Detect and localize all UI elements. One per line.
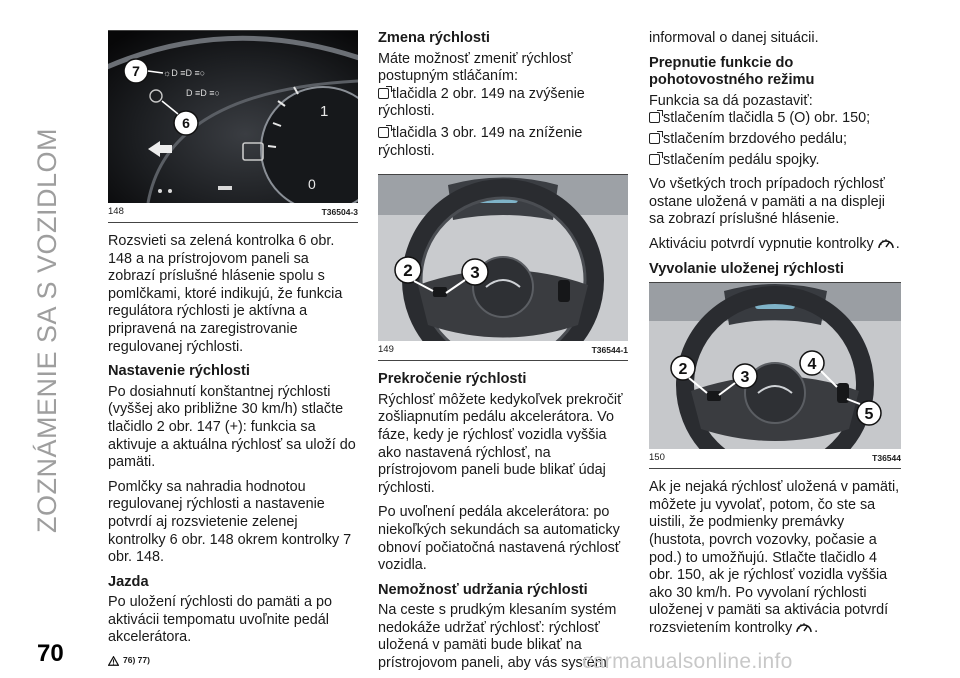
warning-note: 76) 77)	[108, 652, 358, 670]
paragraph: Na ceste s prudkým klesaním systém nedokáže udržať rýchlosť: rýchlosť uložená v pamäti bude blikať na prístrojovom paneli, aby vás systém	[378, 602, 617, 672]
callout-6: 6	[182, 115, 190, 131]
column-3	[649, 30, 901, 644]
list-item: tlačidla 3 obr. 149 na zníženie rýchlosti.	[378, 124, 583, 159]
paragraph: Po uvoľnení pedála akcelerátora: po niekoľkých sekundách sa automaticky obnoví počiatočná nastavená rýchlosť vozidla.	[378, 504, 621, 574]
svg-text:☼D ≡D ≡○: ☼D ≡D ≡○	[163, 68, 206, 78]
paragraph: Aktiváciu potvrdí vypnutie kontrolky .	[649, 235, 900, 252]
paragraph: Vo všetkých troch prípadoch rýchlosť ostane uložená v pamäti a na displeji sa zobrazí príslušné hlásenie.	[649, 176, 885, 228]
column-1	[108, 30, 358, 670]
side-section-title: ZOZNÁMENIE SA S VOZIDLOM	[32, 127, 63, 533]
callout-2: 2	[403, 261, 413, 281]
heading-driving: Jazda	[108, 573, 149, 590]
paragraph: Funkcia sa dá pozastaviť:	[649, 92, 813, 109]
paragraph: Ak je nejaká rýchlosť uložená v pamäti, môžete ju vyvolať, potom, čo ste sa uistili, že podmienky premávky (hustota, povrch vozovky, počasie a pod.) to umožňujú. Stlačte tlačidlo 4 obr. 150, ak je rýchlosť vozidla vyššia ako 30 km/h. Po vyvolaní rýchlosti uloženej v pamäti sa aktivácia potvrdí rozsvietením kontrolky .	[649, 479, 900, 636]
paragraph: informoval o danej situácii.	[649, 30, 819, 46]
warning-triangle-icon	[108, 656, 119, 666]
cruise-control-lamp-icon	[794, 621, 814, 635]
watermark: carmanualsonline.info	[582, 650, 793, 673]
callout-7: 7	[132, 63, 140, 79]
figure-148	[108, 30, 358, 223]
figure-149-image	[378, 175, 628, 341]
list-item: tlačidla 2 obr. 149 na zvýšenie rýchlosti.	[378, 85, 585, 120]
paragraph: Po dosiahnutí konštantnej rýchlosti (vyššej ako približne 30 km/h) stlačte tlačidlo 2 obr. 147 (+): funkcia sa aktivuje a aktuálna rýchlosť sa uloží do pamäti.	[108, 383, 356, 471]
svg-text:D ≡D ≡○: D ≡D ≡○	[186, 88, 220, 98]
cruise-control-lamp-icon	[876, 237, 896, 251]
callout-4: 4	[807, 356, 817, 374]
bullet-icon	[649, 154, 660, 165]
heading-speed-exceed: Prekročenie rýchlosti	[378, 371, 527, 388]
svg-text:0: 0	[308, 176, 316, 192]
figure-148-image	[108, 31, 358, 203]
figure-148-caption: 148 T36504-3	[108, 206, 358, 223]
figure-149	[378, 174, 628, 361]
list-item: stlačením pedálu spojky.	[649, 152, 901, 170]
figure-149-caption: 149 T36544-1	[378, 344, 628, 361]
page-number: 70	[37, 640, 64, 667]
paragraph: Rýchlosť môžete kedykoľvek prekročiť zošliapnutím pedálu akcelerátora. Vo fáze, kedy je rýchlosť vozidla vyššia ako nastavená rýchlosť, na prístrojovom paneli bude blikať údaj rýchlosti.	[378, 391, 623, 496]
paragraph: Po uložení rýchlosti do pamäti a po aktivácii tempomatu uvoľnite pedál akcelerátora.	[108, 594, 332, 646]
callout-3: 3	[740, 369, 750, 387]
bullet-icon	[378, 127, 389, 138]
list-item: stlačením brzdového pedálu;	[649, 131, 901, 149]
column-2	[378, 30, 628, 678]
callout-5: 5	[864, 406, 874, 424]
heading-standby: Prepnutie funkcie do pohotovostného režimu	[649, 54, 815, 89]
bullet-icon	[649, 133, 660, 144]
heading-speed-setting: Nastavenie rýchlosti	[108, 363, 250, 380]
svg-text:1: 1	[320, 103, 329, 120]
figure-150	[649, 282, 901, 469]
callout-2: 2	[678, 361, 688, 379]
paragraph: Pomlčky sa nahradia hodnotou regulovanej rýchlosti a nastavenie potvrdí aj rozsvietenie zelenej kontrolky 6 obr. 148 okrem kontrolky 7 obr. 148.	[108, 478, 352, 566]
paragraph: Rozsvieti sa zelená kontrolka 6 obr. 148 a na prístrojovom paneli sa zobrazí príslušné hlásenie spolu s pomlčkami, ktoré indikujú, že funkcia regulátora rýchlosti je aktívna a pripravená na zaregistrovanie regulovanej rýchlosti.	[108, 233, 343, 355]
paragraph: Máte možnosť zmeniť rýchlosť postupným stláčaním:	[378, 50, 573, 85]
heading-speed-not-maintained: Nemožnosť udržania rýchlosti	[378, 581, 588, 598]
list-item: stlačením tlačidla 5 (O) obr. 150;	[649, 110, 901, 128]
callout-3: 3	[470, 263, 480, 283]
heading-speed-change: Zmena rýchlosti	[378, 30, 490, 46]
figure-150-image	[649, 283, 901, 449]
figure-150-caption: 150 T36544	[649, 452, 901, 469]
bullet-icon	[378, 88, 389, 99]
heading-recall-speed: Vyvolanie uloženej rýchlosti	[649, 260, 844, 277]
bullet-icon	[649, 112, 660, 123]
